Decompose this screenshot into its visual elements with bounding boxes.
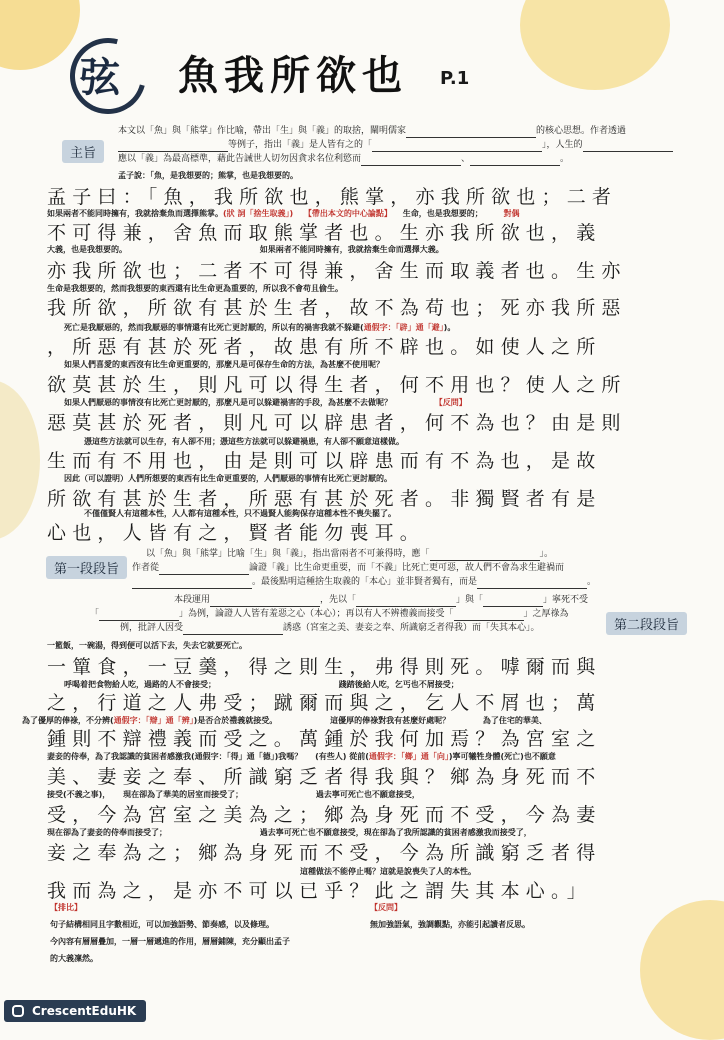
intro-line-2b: 」，人生的 xyxy=(542,140,583,150)
note-text: 為了優厚的俸祿，不分辨( xyxy=(22,716,114,725)
note-text: )寧可犧牲身體(死亡)也不願意 xyxy=(448,752,556,761)
note-line xyxy=(47,827,532,838)
moon-decoration-left xyxy=(0,380,40,540)
note-highlight: 通假字：「辯」通「辨」 xyxy=(113,716,194,725)
intro-line-2: 等例子，指出「義」是人皆有之的「 xyxy=(228,140,373,150)
text-line: 所欲有甚於生者，所惡有甚於死者。非獨賢者有是 xyxy=(47,488,602,510)
paragraph-2-label: 第二段段旨 xyxy=(606,612,687,635)
text-line: 受，今為宮室之美為之；鄉為身死而不受，今為妻 xyxy=(47,804,602,826)
text-line: 生而有不用也，由是則可以辟患而有不為也，是故 xyxy=(47,450,602,472)
p1-line-1: 以「魚」與「熊掌」比喻「生」與「義」，指出當兩者不可兼得時，應「 xyxy=(146,549,430,559)
text-line: 孟子曰：「魚，我所欲也，熊掌，亦我所欲也；二者 xyxy=(47,186,618,208)
note-text: 這優厚的俸祿對我有甚麼好處呢？ xyxy=(330,716,451,725)
text-line: 心也，人皆有之，賢者能勿喪耳。 xyxy=(47,522,426,544)
paragraph-2-summary xyxy=(90,593,610,635)
p2-line-3b: 誘惑（宮室之美、妻妾之奉、所識窮乏者得我）而「失其本心」。 xyxy=(283,623,540,633)
paragraph-1-label: 第一段段旨 xyxy=(46,556,127,579)
fill-blank[interactable] xyxy=(406,128,536,138)
note-text: )。 xyxy=(443,323,456,332)
page-header xyxy=(60,32,660,108)
text-line: 之，行道之人弗受；蹴爾而與之，乞人不屑也；萬 xyxy=(47,692,602,714)
note-highlight: 通假字：「鄉」通「向」 xyxy=(368,752,449,761)
note-text: 呼喝着把食物給人吃，過路的人不會接受； xyxy=(64,680,216,689)
note-text: 現在卻為了妻妾的侍奉而接受了； xyxy=(47,828,167,837)
footer-brand-text: CrescentEduHK xyxy=(32,1004,137,1018)
p1-line-3: 。最後點明這種捨生取義的「本心」並非賢者獨有，而是 xyxy=(252,577,478,587)
text-line: 一簞食，一豆羹，得之則生，弗得則死。嘑爾而與 xyxy=(47,656,602,678)
note-highlight: (狀 詞「捨生取義」) xyxy=(223,209,294,218)
note-highlight: 通假字：「辟」通「避」 xyxy=(363,323,444,332)
note-text: 如果兩者不能同時擁有，我就捨棄魚而選擇熊掌。 xyxy=(47,209,223,218)
note-line: 孟子說：「魚，是我想要的；熊掌，也是我想要的。 xyxy=(118,171,298,180)
paragraph-1-summary xyxy=(132,547,702,589)
intro-line-1b: 的核心思想。作者透過 xyxy=(536,126,627,136)
note-line xyxy=(47,244,444,255)
fill-blank[interactable] xyxy=(356,597,456,607)
intro-line-1: 本文以「魚」與「熊掌」作比喻，帶出「生」與「義」的取捨，闡明儒家 xyxy=(118,126,407,136)
note-highlight: 對偶 xyxy=(503,209,520,218)
note-text: 今內容有層層疊加，一層一層遞進的作用，層層鋪陳，充分顯出孟子 xyxy=(50,937,290,946)
text-line: 欲莫甚於生，則凡可以得生者，何不用也？使人之所 xyxy=(47,374,627,396)
text-line: ，所惡有甚於死者，故患有所不辟也。如使人之所 xyxy=(47,336,602,358)
fill-blank[interactable] xyxy=(430,551,540,561)
note-text: (有些人) 從前( xyxy=(315,752,369,761)
note-text: 過去寧可死亡也不願意接受，現在卻為了我所認識的貧困者感激我而接受了， xyxy=(259,828,532,837)
note-line: 憑這些方法就可以生存，有人卻不用；憑這些方法就可以躲避禍患，有人卻不願意這樣做。 xyxy=(84,437,404,446)
theme-label: 主旨 xyxy=(62,140,104,163)
note-text: 如果兩者不能同時擁有，我就捨棄生命而選擇大義。 xyxy=(259,245,444,254)
note-line: 如果人們喜愛的東西沒有比生命更重要的，那麼凡是可保存生命的方法，為甚麼不使用呢？ xyxy=(64,360,384,369)
fill-blank[interactable] xyxy=(483,597,543,607)
note-line xyxy=(64,397,467,408)
note-line: 生命是我想要的，然而我想要的東西還有比生命更為重要的，所以我不會苟且偷生。 xyxy=(47,284,343,293)
fill-blank[interactable] xyxy=(183,625,283,635)
fill-blank[interactable] xyxy=(118,142,228,152)
p2-line-2b: 」為例，論證人人皆有羞惡之心（本心）；再以有人不辨禮義而接受「 xyxy=(179,609,454,619)
note-text: 生命，也是我想要的； xyxy=(402,209,483,218)
note-heading: 【反問】 xyxy=(370,903,402,912)
note-text: 過去寧可死亡也不願意接受， xyxy=(315,790,420,799)
note-text: 句子結構相同且字數相近，可以加強語勢、節奏感，以及條理。 xyxy=(50,920,274,929)
fill-blank[interactable] xyxy=(477,579,587,589)
note-line xyxy=(370,902,530,930)
p2-line-1b: ，先以「 xyxy=(320,595,357,605)
p2-line-1: 本段運用 xyxy=(174,595,211,605)
p2-line-1d: 」寧死不受 xyxy=(543,595,589,605)
note-line: 這種做法不能停止嗎？這就是說喪失了人的本性。 xyxy=(300,867,476,876)
p1-line-2: 作者從 xyxy=(132,563,160,573)
footer-brand[interactable] xyxy=(4,1000,146,1022)
theme-paragraph: 本文以「魚」與「熊掌」作比喻，帶出「生」與「義」的取捨，闡明儒家 的核心思想。作者透過 等例子，指出「義」是人皆有之的「 」，人生的 應以「義」為最高標準，藉此告誡世人切勿因貪求名位利慾而 、 。 xyxy=(118,124,698,166)
logo-character: 弦 xyxy=(80,55,120,101)
fill-blank[interactable] xyxy=(132,579,252,589)
fill-blank[interactable] xyxy=(454,611,524,621)
note-text: )是否合於禮義就接受。 xyxy=(193,716,278,725)
note-text: 死亡是我厭惡的，然而我厭惡的事情還有比死亡更討厭的，所以有的禍害我就不躲避( xyxy=(64,323,364,332)
text-line: 鍾則不辯禮義而受之。萬鍾於我何加焉？為宮室之 xyxy=(47,728,602,750)
note-line xyxy=(47,751,556,762)
note-text: 無加強語氣，強調觀點，亦能引起讀者反思。 xyxy=(370,920,530,929)
fill-blank[interactable] xyxy=(159,565,249,575)
text-line: 我所欲，所欲有甚於生者，故不為苟也；死亦我所惡 xyxy=(47,297,627,319)
note-highlight: 【反問】 xyxy=(434,398,467,407)
note-text: 踐踏後給人吃，乞丐也不屑接受； xyxy=(338,680,459,689)
p2-line-2: 「 xyxy=(90,609,100,619)
text-line: 我而為之，是亦不可以已乎？此之謂失其本心。」 xyxy=(47,880,592,902)
note-line xyxy=(50,902,290,964)
p2-line-1c: 」與「 xyxy=(456,595,484,605)
note-text: 的大義凜然。 xyxy=(50,954,98,963)
note-text: 大義，也是我想要的。 xyxy=(47,245,127,254)
p1-line-2b: 論證「義」比生命更重要，而「不義」比死亡更可惡，故人們不會為求生避禍而 xyxy=(249,563,565,573)
text-line: 惡莫甚於死者，則凡可以辟患者，何不為也？由是則 xyxy=(47,412,627,434)
note-text: 如果人們厭惡的事情沒有比死亡更討厭的，那麼凡是可以躲避禍害的手段，為甚麼不去做呢？ xyxy=(64,398,392,407)
p1-line-1b: 」。 xyxy=(539,549,554,559)
note-line: 不僅僅賢人有這種本性，人人都有這種本性，只不過賢人能夠保存這種本性不喪失罷了。 xyxy=(84,509,396,518)
note-text: 妻妾的侍奉，為了我認識的貧困者感激我(通假字：「得」通「德」)我嗎？ xyxy=(47,752,303,761)
fill-blank[interactable] xyxy=(583,142,673,152)
page-number: P.1 xyxy=(440,68,470,89)
note-line: 一籃飯，一碗湯，得到便可以活下去，失去它就要死亡。 xyxy=(47,641,247,650)
page-title: 魚我所欲也 xyxy=(178,53,408,99)
note-heading: 【排比】 xyxy=(50,903,82,912)
text-line: 美、妻妾之奉、所識窮乏者得我與？鄉為身死而不 xyxy=(47,766,602,788)
note-line xyxy=(47,789,420,800)
text-line: 妾之奉為之；鄉為身死而不受，今為所識窮乏者得 xyxy=(47,842,602,864)
text-line: 亦我所欲也；二者不可得兼，舍生而取義者也。生亦 xyxy=(47,260,627,282)
note-highlight: 【帶出本文的中心論點】 xyxy=(303,209,392,218)
note-text: 為了住宅的華美、 xyxy=(482,716,547,725)
fill-blank[interactable] xyxy=(361,156,461,166)
note-text: 接受(不義之事)， xyxy=(47,790,111,799)
fill-blank[interactable] xyxy=(470,156,560,166)
intro-line-3: 應以「義」為最高標準，藉此告誡世人切勿因貪求名位利慾而 xyxy=(118,154,362,164)
note-text: 現在卻為了華美的居室而接受了； xyxy=(123,790,244,799)
fill-blank[interactable] xyxy=(372,142,542,152)
fill-blank[interactable] xyxy=(99,611,179,621)
note-line: 因此（可以證明）人們所想要的東西有比生命更重要的，人們厭惡的事情有比死亡更討厭的。 xyxy=(64,474,392,483)
text-line: 不可得兼，舍魚而取熊掌者也。生亦我所欲也，義 xyxy=(47,222,602,244)
instagram-icon xyxy=(12,1005,24,1017)
p1-line-3b: 。 xyxy=(587,577,597,587)
footer xyxy=(0,998,724,1024)
fill-blank[interactable] xyxy=(210,597,320,607)
p2-line-2c: 」之厚祿為 xyxy=(523,609,569,619)
p2-line-3: 例，批評人因受 xyxy=(120,623,184,633)
